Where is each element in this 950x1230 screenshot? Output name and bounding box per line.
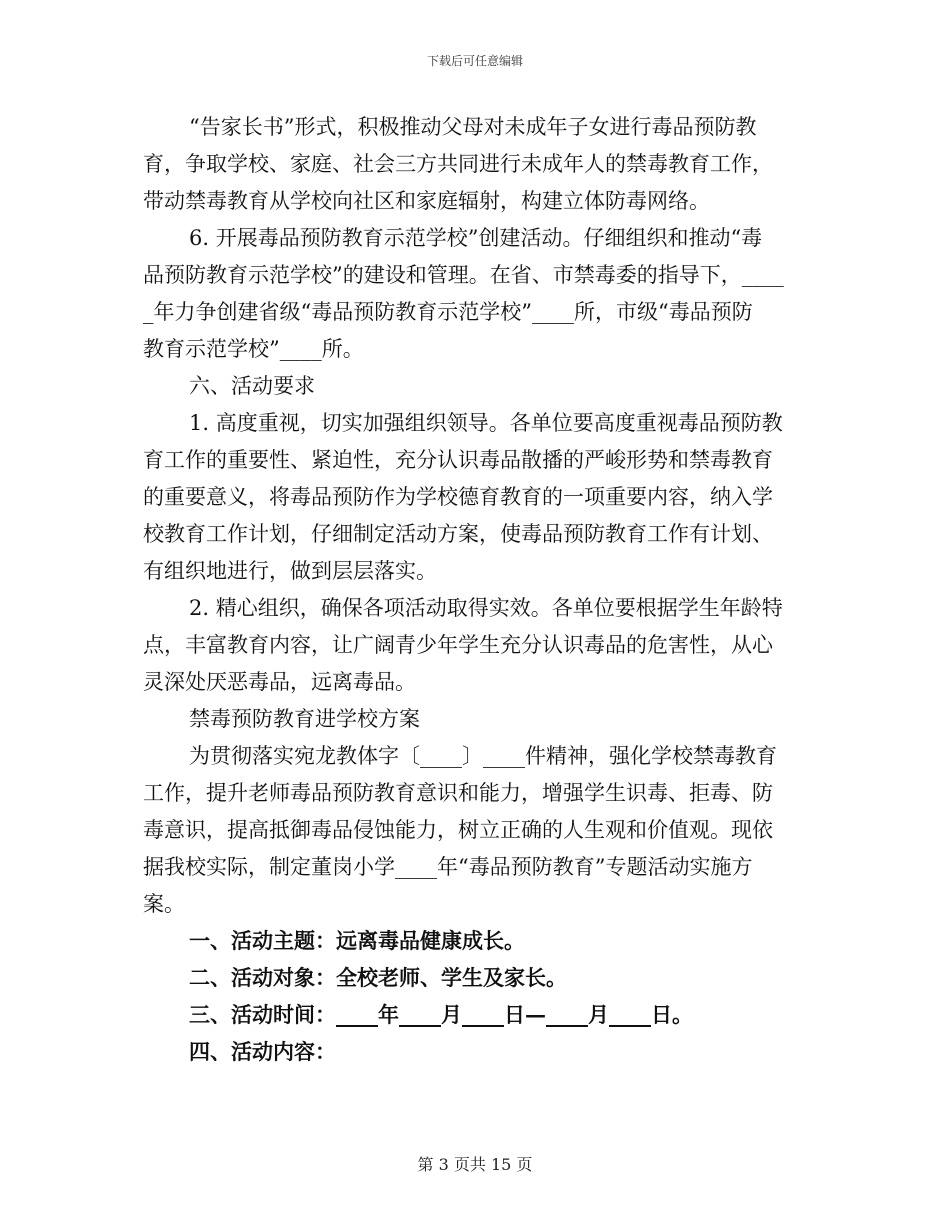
text-line: 点，丰富教育内容，让广阔青少年学生充分认识毒品的危害性，从心	[143, 633, 773, 657]
text-line: 有组织地进行，做到层层落实。	[143, 559, 437, 583]
text-line: 灵深处厌恶毒品，远离毒品。	[143, 670, 416, 694]
text-line: 育，争取学校、家庭、社会三方共同进行未成年人的禁毒教育工作，	[143, 152, 773, 176]
page-footer: 第 3 页共 15 页	[417, 1155, 533, 1174]
activity-content-heading: 四、活动内容：	[189, 1039, 336, 1064]
text-line: 2. 精心组织，确保各项活动取得实效。各单位要根据学生年龄特	[189, 596, 783, 620]
text-line: “告家长书”形式，积极推动父母对未成年子女进行毒品预防教	[189, 115, 757, 139]
activity-theme: 一、活动主题：远离毒品健康成长。	[189, 928, 525, 953]
text-line: 为贯彻落实宛龙教体字〔____〕____件精神，强化学校禁毒教育	[189, 744, 777, 768]
text-line: 的重要意义，将毒品预防作为学校德育教育的一项重要内容，纳入学	[143, 485, 773, 509]
text-line: _年力争创建省级“毒品预防教育示范学校”____所，市级“毒品预防	[143, 300, 753, 324]
text-line: 校教育工作计划，仔细制定活动方案，使毒品预防教育工作有计划、	[143, 522, 773, 546]
text-line: 品预防教育示范学校”的建设和管理。在省、市禁毒委的指导下，____	[143, 263, 784, 287]
page-header: 下载后可任意编辑	[426, 54, 523, 68]
activity-target: 二、活动对象：全校老师、学生及家长。	[189, 965, 567, 990]
text-line: 6. 开展毒品预防教育示范学校”创建活动。仔细组织和推动“毒	[189, 226, 763, 250]
text-line: 带动禁毒教育从学校向社区和家庭辐射，构建立体防毒网络。	[143, 189, 710, 213]
document-title: 禁毒预防教育进学校方案	[189, 707, 420, 731]
text-line: 据我校实际，制定董岗小学____年“毒品预防教育”专题活动实施方	[143, 855, 753, 879]
text-line: 教育示范学校”____所。	[143, 337, 364, 361]
activity-time: 三、活动时间：____年____月____日—____月____日。	[189, 1002, 693, 1027]
text-line: 育工作的重要性、紧迫性，充分认识毒品散播的严峻形势和禁毒教育	[143, 448, 773, 472]
text-line: 案。	[143, 892, 185, 916]
text-line: 1. 高度重视，切实加强组织领导。各单位要高度重视毒品预防教	[189, 411, 783, 435]
text-line: 工作，提升老师毒品预防教育意识和能力，增强学生识毒、拒毒、防	[143, 781, 773, 805]
text-line: 毒意识，提高抵御毒品侵蚀能力，树立正确的人生观和价值观。现依	[143, 818, 773, 842]
section-heading: 六、活动要求	[189, 374, 315, 398]
